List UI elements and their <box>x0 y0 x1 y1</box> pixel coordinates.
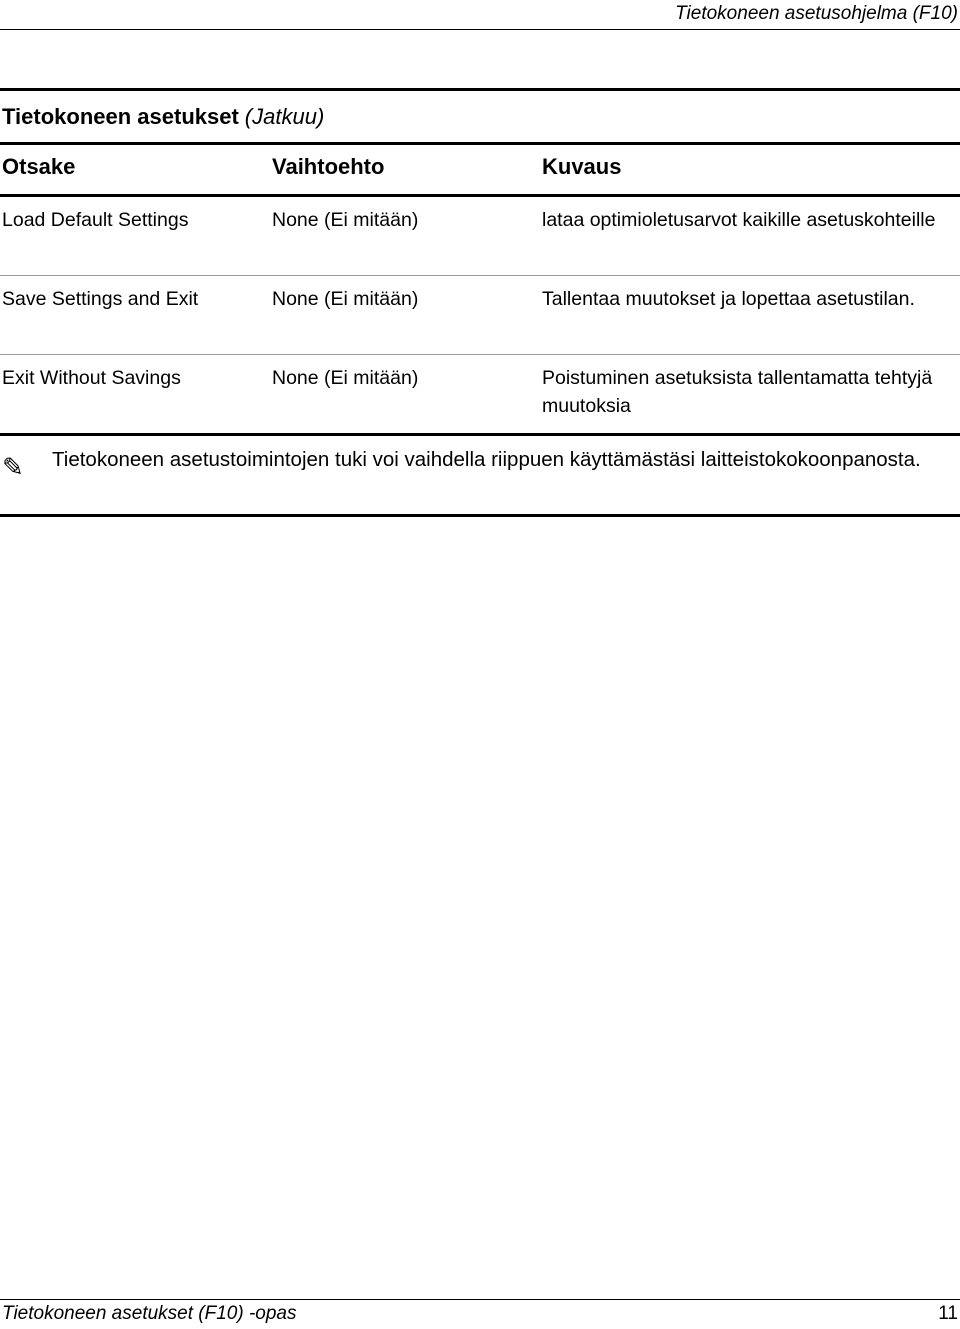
column-header-heading: Otsake <box>2 154 76 179</box>
footer-title: Tietokoneen asetukset (F10) -opas <box>2 1303 297 1324</box>
settings-table <box>0 88 960 517</box>
table-row <box>0 276 960 354</box>
row-description: Poistuminen asetuksista tallentamatta tehtyjä muutoksia <box>542 367 933 417</box>
table-title-text: Tietokoneen asetukset <box>2 103 239 129</box>
column-header-option: Vaihtoehto <box>272 154 385 179</box>
table-row <box>0 355 960 433</box>
note-text: Tietokoneen asetustoimintojen tuki voi vaihdella riippuen käyttämästäsi laitteistokokoonpanosta. <box>52 448 921 471</box>
table-row <box>0 197 960 275</box>
pencil-icon: ✎ <box>2 452 24 482</box>
page-number: 11 <box>938 1303 958 1324</box>
header-rule <box>0 29 960 30</box>
footer-rule <box>0 1299 960 1300</box>
table-header-row <box>0 145 960 194</box>
row-option: None (Ei mitään) <box>272 209 419 231</box>
table-note <box>0 436 960 514</box>
row-heading: Save Settings and Exit <box>2 288 199 310</box>
row-option: None (Ei mitään) <box>272 367 419 389</box>
row-description: lataa optimioletusarvot kaikille asetuskohteille <box>542 209 936 231</box>
table-title <box>0 91 960 142</box>
row-heading: Load Default Settings <box>2 209 189 231</box>
table-title-continued: (Jatkuu) <box>244 103 325 129</box>
row-heading: Exit Without Savings <box>2 367 181 389</box>
table-bottom-rule <box>0 514 960 517</box>
running-header: Tietokoneen asetusohjelma (F10) <box>675 3 958 24</box>
column-header-description: Kuvaus <box>542 154 622 179</box>
row-option: None (Ei mitään) <box>272 288 419 310</box>
row-description: Tallentaa muutokset ja lopettaa asetustilan. <box>542 288 915 310</box>
